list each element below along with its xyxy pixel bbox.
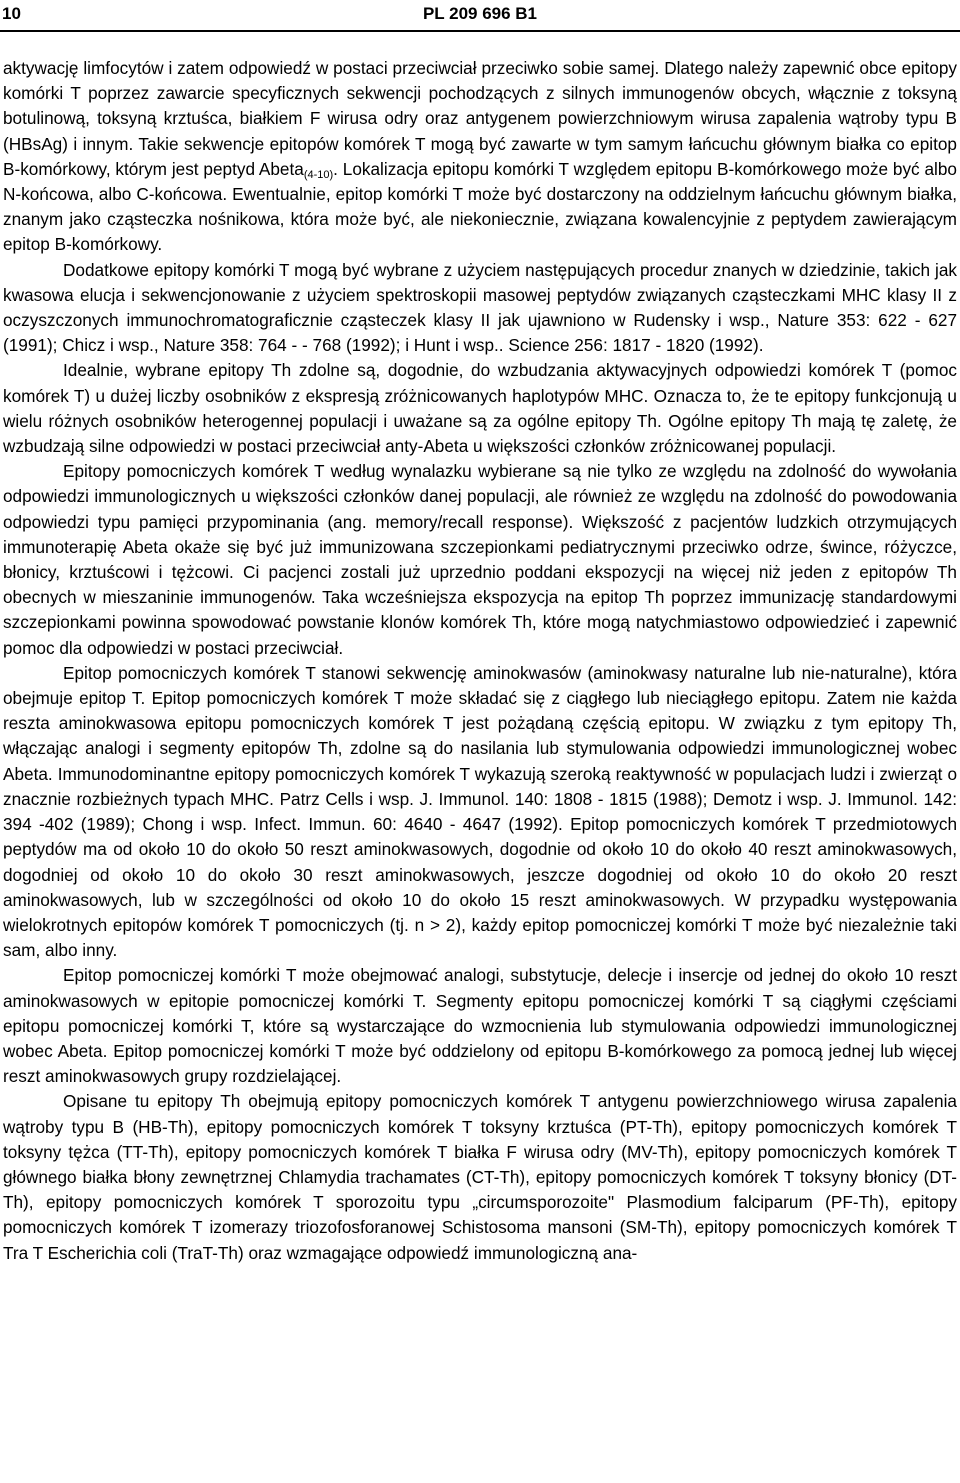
page-number: 10	[2, 4, 21, 23]
page-header	[2, 4, 958, 28]
paragraph-text: . Lokalizacja epitopu komórki T względem epitopu B-komórkowego może być albo N-końcowa, albo C-końcowa. Ewentualnie, epitop komórki T może być dostarczony na oddzielnym łańcuchu głównym białka, znanym jako cząsteczka nośnikowa, która może być, ale niekoniecznie, związana kowalencyjnie z peptydem zawierającym epitop B-komórkowy.	[3, 158, 957, 255]
patent-number: PL 209 696 B1	[422, 4, 538, 23]
paragraph: Epitop pomocniczej komórki T może obejmować analogi, substytucje, delecje i insercje od jednej do około 10 reszt aminokwasowych w epitopie pomocniczej komórki T. Segmenty epitopu pomocniczej komórki T są ciągłymi częściami epitopu pomocniczej komórki T, które są wystarczające do wzmocnienia lub stymulowania odpowiedzi immunologicznej wobec Abeta. Epitop pomocniczej komórki T może być oddzielony od epitopu B-komórkowego za pomocą jednej lub więcej reszt aminokwasowych grupy rozdzielającej.	[3, 965, 957, 1087]
paragraph	[3, 56, 957, 258]
body-text	[3, 56, 957, 1266]
header-divider	[0, 30, 960, 32]
paragraph: Dodatkowe epitopy komórki T mogą być wybrane z użyciem następujących procedur znanych w dziedzinie, takich jak kwasowa elucja i sekwencjonowanie z użyciem spektroskopii masowej peptydów związanych cząsteczkami MHC klasy II z oczyszczonych immunochromatograficznie cząsteczek klasy II jak ujawniono w Rudensky i wsp., Nature 353: 622 - 627 (1991); Chicz i wsp., Nature 358: 764 - - 768 (1992); i Hunt i wsp.. Science 256: 1817 - 1820 (1992).	[3, 259, 957, 356]
paragraph: Epitop pomocniczych komórek T stanowi sekwencję aminokwasów (aminokwasy naturalne lub nie-naturalne), która obejmuje epitop T. Epitop pomocniczych komórek T może składać się z ciągłego lub nieciągłego epitopu. Zatem nie każda reszta aminokwasowa epitopu pomocniczych komórek T jest pożądaną częścią epitopu. W związku z tym epitopy Th, włączając analogi i segmenty epitopów Th, zdolne są do nasilania lub stymulowania odpowiedzi immunologicznej wobec Abeta. Immunodominantne epitopy pomocniczych komórek T wykazują szeroką reaktywność w populacjach ludzi i zwierząt o znacznie rozbieżnych typach MHC. Patrz Cells i wsp. J. Immunol. 140: 1808 - 1815 (1988); Demotz i wsp. J. Immunol. 142: 394 -402 (1989); Chong i wsp. Infect. Immun. 60: 4640 - 4647 (1992). Epitop pomocniczych komórek T przedmiotowych peptydów ma od około 10 do około 50 reszt aminokwasowych, dogodnie od około 10 do około 40 reszt aminokwasowych, dogodniej od około 10 do około 30 reszt aminokwasowych, jeszcze dogodniej od około 10 do około 20 reszt aminokwasowych, lub w szczególności od około 10 do około 15 reszt aminokwasowych. W przypadku występowania wielokrotnych epitopów komórek T pomocniczych (tj. n > 2), każdy epitop pomocniczej komórki T może być niezależnie taki sam, albo inny.	[3, 662, 957, 961]
paragraph-text: aktywację limfocytów i zatem odpowiedź w postaci przeciwciał przeciwko sobie samej. Dlatego należy zapewnić obce epitopy komórki T poprzez zawarcie specyficznych sekwencji pochodzących z silnych immunogenów obcych, włącznie z toksyną botulinową, toksyną krztuśca, białkiem F wirusa odry oraz antygenem powierzchniowym wirusa zapalenia wątroby typu B (HBsAg) i innym. Takie sekwencje epitopów komórek T mogą być zawarte w tym samym łańcuchu głównym białka co epitop B-komórkowy, którym jest peptyd Abeta	[3, 58, 957, 179]
paragraph: Idealnie, wybrane epitopy Th zdolne są, dogodnie, do wzbudzania aktywacyjnych odpowiedzi komórek T (pomoc komórek T) u dużej liczby osobników z ekspresją zróżnicowanych haplotypów MHC. Oznacza to, że te epitopy funkcjonują u wielu różnych osobników heterogennej populacji i uważane są za ogólne epitopy Th. Ogólne epitopy Th mają tę zaletę, że wzbudzają silne odpowiedzi w postaci przeciwciał anty-Abeta u większości członków zróżnicowanej populacji.	[3, 360, 957, 457]
paragraph: Opisane tu epitopy Th obejmują epitopy pomocniczych komórek T antygenu powierzchniowego wirusa zapalenia wątroby typu B (HB-Th), epitopy pomocniczych komórek T toksyny krztuśca (PT-Th), epitopy pomocniczych komórek T toksyny tężca (TT-Th), epitopy pomocniczych komórek T białka F wirusa odry (MV-Th), epitopy pomocniczych komórek T głównego białka błony zewnętrznej Chlamydia trachamates (CT-Th), epitopy pomocniczych komórek T toksyny błonicy (DT-Th), epitopy pomocniczych komórek T sporozoitu typu „circumsporozoite" Plasmodium falciparum (PF-Th), epitopy pomocniczych komórek T izomerazy triozofosforanowej Schistosoma mansoni (SM-Th), epitopy pomocniczych komórek T Tra T Escherichia coli (TraT-Th) oraz wzmagające odpowiedź immunologiczną ana-	[3, 1091, 957, 1263]
paragraph: Epitopy pomocniczych komórek T według wynalazku wybierane są nie tylko ze względu na zdolność do wywołania odpowiedzi immunologicznych u większości członków danej populacji, ale również ze względu na zdolność do powodowania odpowiedzi typu pamięci przypominania (ang. memory/recall response). Większość z pacjentów ludzkich otrzymujących immunoterapię Abeta okaże się być już immunizowana szczepionkami pediatrycznymi przeciwko odrze, śwince, różyczce, błonicy, krztuścowi i tężcowi. Ci pacjenci zostali już uprzednio poddani ekspozycji na więcej niż jeden z epitopów Th obecnych w mieszaninie immunogenów. Taka wcześniejsza ekspozycja na epitop Th poprzez immunizację standardowymi szczepionkami powinna spowodować powstanie klonów komórek Th, które mogą natychmiastowo odpowiedzieć i zapewnić pomoc dla odpowiedzi w postaci przeciwciał.	[3, 461, 957, 658]
subscript-range: (4-10)	[303, 168, 334, 181]
